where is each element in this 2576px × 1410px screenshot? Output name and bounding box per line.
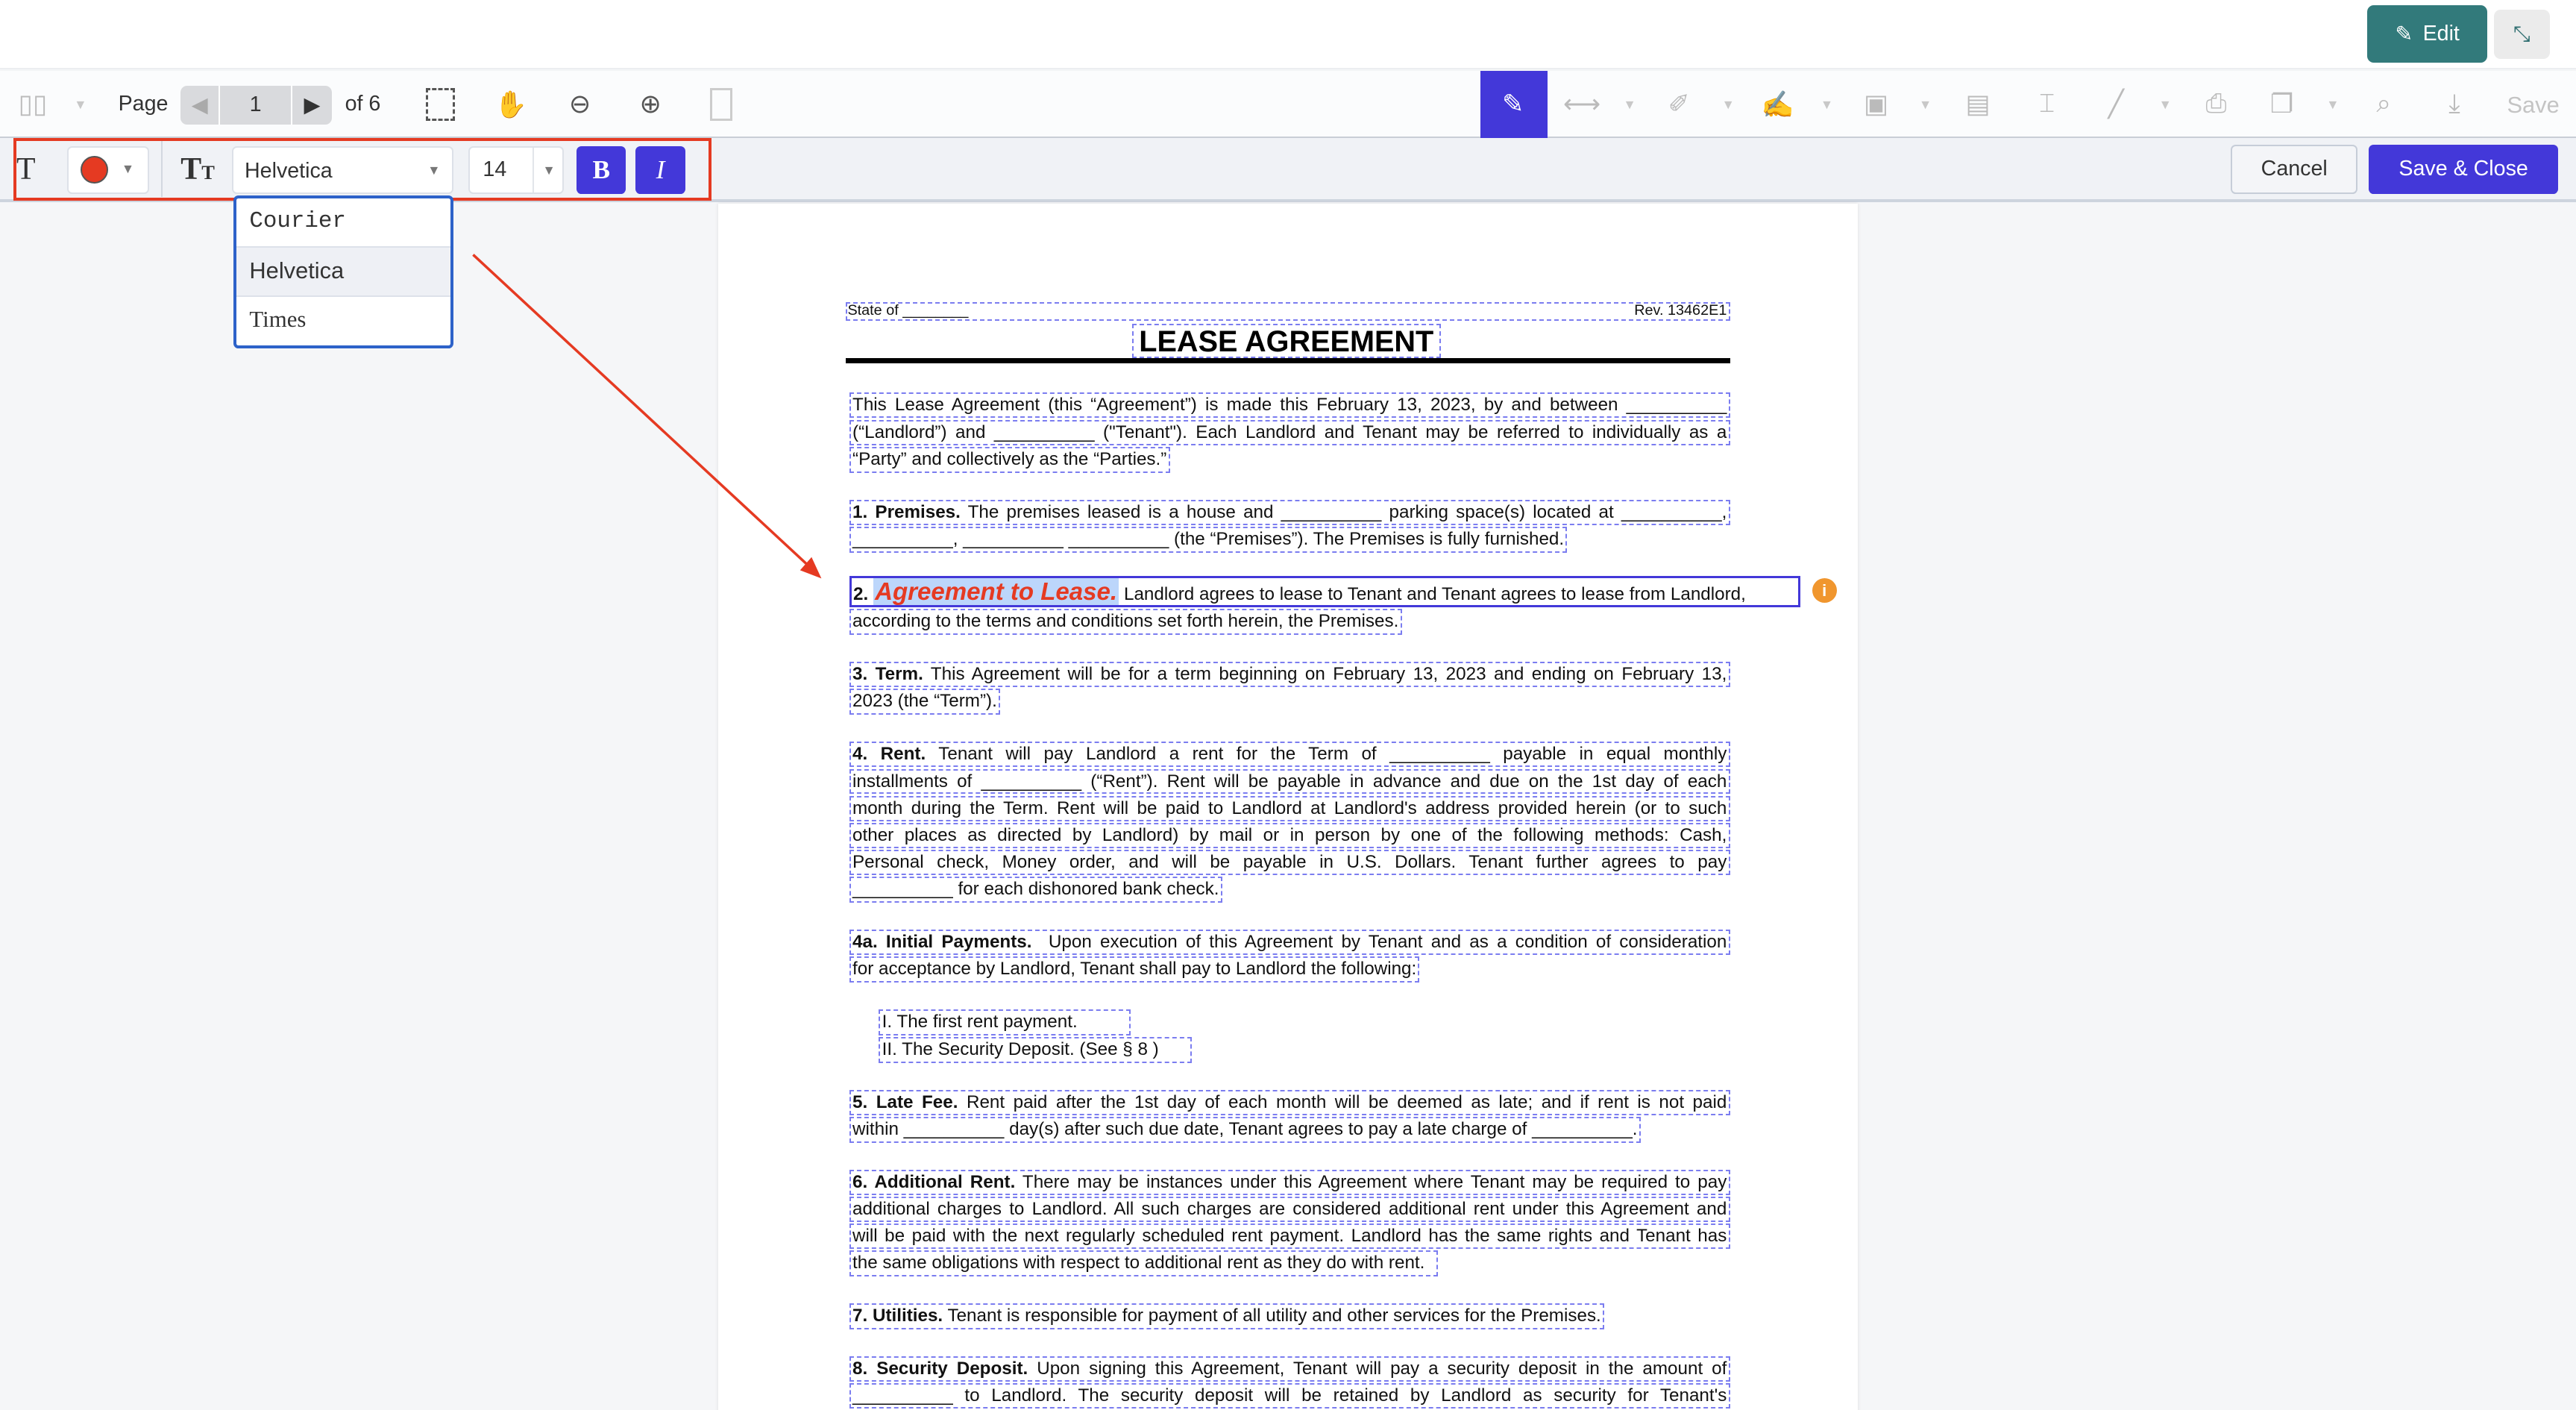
line-icon[interactable]: ╱ xyxy=(2108,90,2124,119)
page-label: Page xyxy=(118,92,169,116)
text-box-icon[interactable]: ⌶ xyxy=(2039,89,2055,119)
section-heading: 1. Premises. xyxy=(852,501,961,522)
line-text: __________ to Landlord. The security deposit will be retained by Landlord as security for Tenant's xyxy=(852,1385,1727,1406)
chevron-down-icon[interactable]: ▼ xyxy=(1918,96,1932,112)
line-text: (“Landlord”) and __________ ("Tenant"). Each Landlord and Tenant may be referred to individually as a xyxy=(852,422,1727,442)
edit-button[interactable]: ✎ Edit xyxy=(2367,5,2487,63)
search-icon[interactable]: ⌕ xyxy=(2376,89,2392,119)
copy-icon[interactable]: ❐ xyxy=(2269,90,2294,119)
line-text: Rent paid after the 1st day of each month will be deemed as late; and if rent is not paid xyxy=(958,1092,1727,1113)
font-option-helvetica[interactable]: Helvetica xyxy=(236,248,450,297)
chevron-down-icon[interactable]: ▼ xyxy=(74,96,87,112)
chevron-down-icon[interactable]: ▼ xyxy=(1721,96,1735,112)
thumbnails-icon[interactable]: ▯▯ xyxy=(18,90,48,119)
font-size-value: 14 xyxy=(483,157,507,182)
line-text: other places as directed by Landlord) by mail or in person by one of the following methods: Cash, xyxy=(852,824,1727,845)
font-option-courier[interactable]: Courier xyxy=(236,198,450,248)
section-heading: 3. Term. xyxy=(852,664,923,685)
line-text: will be paid with the next regularly scheduled rent payment. Landlord has the same rights and Tenant has xyxy=(852,1226,1727,1247)
line-text: installments of __________ (“Rent”). Rent will be payable in advance and due on the 1st day of each xyxy=(852,771,1727,792)
section-heading: 4a. Initial Payments. xyxy=(852,931,1032,952)
line-text: Upon signing this Agreement, Tenant will pay a security deposit in the amount of xyxy=(1028,1359,1727,1379)
font-size-icon: TT xyxy=(180,151,215,187)
line-text: The premises leased is a house and __________ parking space(s) located at __________, xyxy=(960,501,1727,522)
section-heading: 8. Security Deposit. xyxy=(852,1359,1028,1379)
chevron-down-icon: ▼ xyxy=(427,162,441,178)
line-text: __________ for each dishonored bank check. xyxy=(852,878,1219,899)
chevron-down-icon[interactable]: ▼ xyxy=(1820,96,1834,112)
signature-icon[interactable]: ✍ xyxy=(1761,90,1794,119)
line-text: “Party” and collectively as the “Parties.” xyxy=(852,448,1167,469)
section-heading: 7. Utilities. xyxy=(852,1306,943,1326)
pencil-icon: ✎ xyxy=(2395,22,2413,46)
revision-number: Rev. 13462E1 xyxy=(1634,302,1727,319)
line-text: Upon execution of this Agreement by Tenant and as a condition of consideration xyxy=(1031,931,1727,952)
download-icon[interactable]: ⤓ xyxy=(2448,89,2460,119)
line-text: the same obligations with respect to additional rent as they do with rent. xyxy=(852,1253,1435,1273)
arrow-line xyxy=(473,254,811,568)
italic-button[interactable]: I xyxy=(635,146,685,194)
line-text: Landlord agrees to lease to Tenant and Tenant agrees to lease from Landlord, xyxy=(1119,584,1746,605)
section-number: 2. xyxy=(853,584,873,605)
state-field: State of ________ xyxy=(847,302,969,319)
font-family-value: Helvetica xyxy=(245,159,333,184)
text-tool-icon[interactable]: T xyxy=(16,151,36,187)
highlighter-icon[interactable]: ✐ xyxy=(1668,90,1691,119)
document-title[interactable]: LEASE AGREEMENT xyxy=(1132,324,1441,358)
line-text: I. The first rent payment. xyxy=(882,1012,1128,1033)
info-icon[interactable]: i xyxy=(1812,578,1837,603)
line-text: according to the terms and conditions set forth herein, the Premises. xyxy=(852,611,1399,632)
zoom-in-icon[interactable]: ⊕ xyxy=(639,90,662,119)
line-text: __________, __________ __________ (the “Premises”). The Premises is fully furnished. xyxy=(852,528,1565,549)
edit-text-icon: ✎ xyxy=(1502,90,1524,119)
line-text: II. The Security Deposit. (See § 8 ) xyxy=(882,1039,1190,1060)
bold-button[interactable]: B xyxy=(577,146,626,194)
edited-heading-text[interactable]: Agreement to Lease. xyxy=(873,578,1119,606)
line-text: month during the Term. Rent will be paid to Landlord at Landlord's address provided herein (or to such xyxy=(852,798,1727,818)
chevron-down-icon: ▼ xyxy=(121,160,135,176)
print-icon[interactable]: ⎙ xyxy=(2205,89,2227,119)
save-button[interactable]: Save xyxy=(2507,92,2560,119)
collapse-icon: ⤡ xyxy=(2513,22,2531,46)
line-text: This Agreement will be for a term beginning on February 13, 2023 and ending on February 13, xyxy=(923,664,1727,685)
line-text: additional charges to Landlord. All such charges are considered additional rent under this Agreement and xyxy=(852,1199,1727,1220)
line-text: within __________ day(s) after such due date, Tenant agrees to pay a late charge of __________. xyxy=(852,1119,1638,1140)
font-option-times[interactable]: Times xyxy=(249,307,307,333)
chevron-down-icon[interactable]: ▼ xyxy=(2326,96,2340,112)
page-number-input[interactable]: 1 xyxy=(220,86,292,125)
section-heading: 5. Late Fee. xyxy=(852,1092,958,1113)
page-count: of 6 xyxy=(345,92,381,116)
save-close-button[interactable]: Save & Close xyxy=(2369,145,2557,194)
measure-icon[interactable]: ⟷ xyxy=(1563,90,1601,119)
section-heading: 6. Additional Rent. xyxy=(852,1172,1016,1193)
line-text: Tenant is responsible for payment of all utility and other services for the Premises. xyxy=(943,1306,1601,1326)
chevron-down-icon[interactable]: ▼ xyxy=(1623,96,1636,112)
chevron-down-icon[interactable]: ▼ xyxy=(2158,96,2172,112)
cancel-button[interactable]: Cancel xyxy=(2231,145,2357,194)
line-text: for acceptance by Landlord, Tenant shall pay to Landlord the following: xyxy=(852,959,1417,980)
note-icon[interactable]: ▤ xyxy=(1965,90,1991,119)
prev-page-button[interactable]: ◀ xyxy=(180,86,220,125)
next-page-button[interactable]: ▶ xyxy=(304,93,321,118)
hand-pan-icon[interactable]: ✋ xyxy=(494,90,527,119)
line-text: Tenant will pay Landlord a rent for the Term of __________ payable in equal monthly xyxy=(926,744,1727,765)
image-icon[interactable]: ▣ xyxy=(1863,90,1889,119)
section-heading: 4. Rent. xyxy=(852,744,926,765)
line-text: 2023 (the “Term”). xyxy=(852,691,997,712)
chevron-down-icon: ▼ xyxy=(542,162,556,178)
zoom-out-icon[interactable]: ⊖ xyxy=(568,90,591,119)
line-text: This Lease Agreement (this “Agreement”) is made this February 13, 2023, by and between __________ xyxy=(852,395,1727,416)
line-text: Personal check, Money order, and will be payable in U.S. Dollars. Tenant further agrees to pay xyxy=(852,851,1727,872)
line-text: There may be instances under this Agreement where Tenant may be required to pay xyxy=(1015,1172,1727,1193)
